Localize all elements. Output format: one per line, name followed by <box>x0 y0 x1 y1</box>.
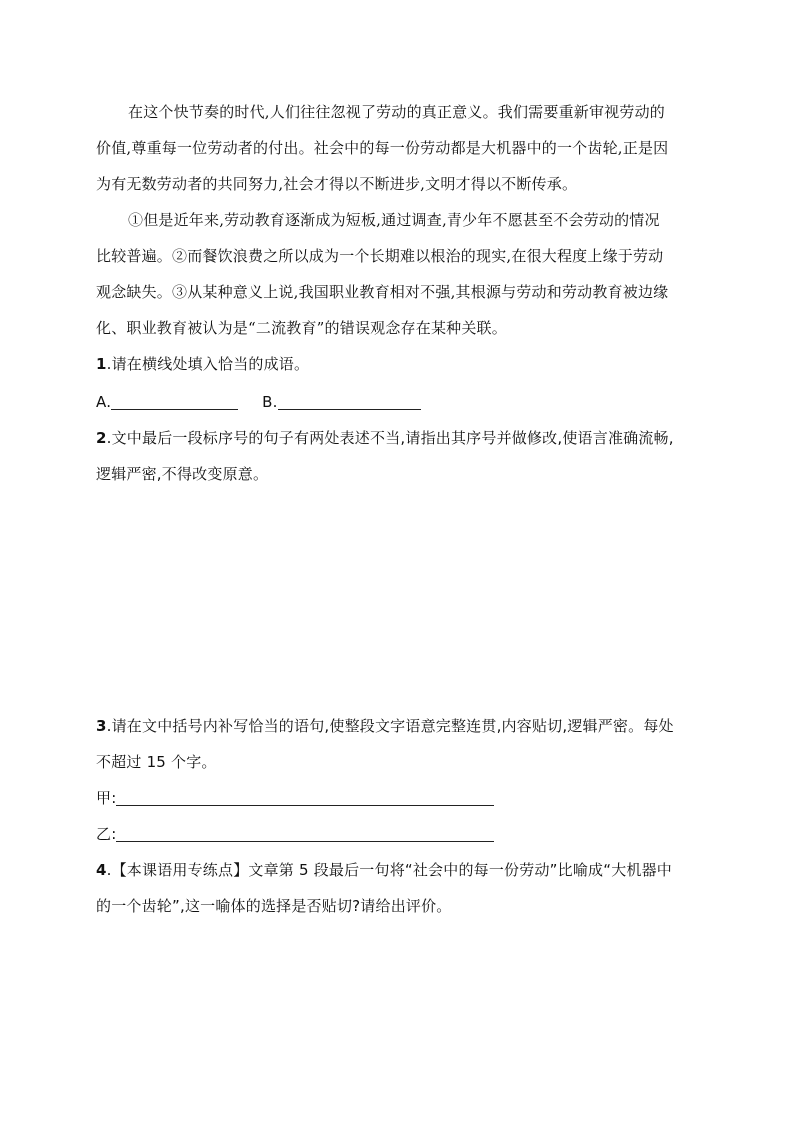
question-1 <box>96 355 309 373</box>
passage-p1-line-1: 在这个快节奏的时代,人们往往忽视了劳动的真正意义。我们需要重新审视劳动的 <box>128 103 665 121</box>
passage-p2-line-3: 观念缺失。③从某种意义上说,我国职业教育相对不强,其根源与劳动和劳动教育被边缘 <box>96 283 669 301</box>
question-2-line-2: 逻辑严密,不得改变原意。 <box>96 465 269 483</box>
question-1-number: 1 <box>96 355 107 373</box>
answer-a-blank[interactable] <box>111 395 238 410</box>
passage-p1-line-2: 价值,尊重每一位劳动者的付出。社会中的每一份劳动都是大机器中的一个齿轮,正是因 <box>96 139 669 157</box>
answer-jia <box>96 789 494 807</box>
question-1-answers <box>96 393 421 411</box>
answer-yi-blank[interactable] <box>116 827 494 842</box>
answer-b-label: B. <box>262 393 278 411</box>
question-2-number: 2 <box>96 429 107 447</box>
answer-yi-label: 乙: <box>96 825 117 843</box>
question-3-number: 3 <box>96 717 107 735</box>
passage-p2-line-2: 比较普遍。②而餐饮浪费之所以成为一个长期难以根治的现实,在很大程度上缘于劳动 <box>96 247 664 265</box>
passage-p2-line-1: ①但是近年来,劳动教育逐渐成为短板,通过调查,青少年不愿甚至不会劳动的情况 <box>128 211 660 229</box>
question-4-text-1: .【本课语用专练点】文章第 5 段最后一句将“社会中的每一份劳动”比喻成“大机器中 <box>106 861 673 879</box>
question-4-number: 4 <box>96 861 107 879</box>
passage-p2-line-4: 化、职业教育被认为是“二流教育”的错误观念存在某种关联。 <box>96 319 507 337</box>
answer-a-label: A. <box>96 393 112 411</box>
passage-p1-line-3: 为有无数劳动者的共同努力,社会才得以不断进步,文明才得以不断传承。 <box>96 175 578 193</box>
answer-jia-label: 甲: <box>96 789 117 807</box>
answer-jia-blank[interactable] <box>116 791 494 806</box>
question-3-line-2: 不超过 15 个字。 <box>96 753 217 771</box>
question-3-text-1: .请在文中括号内补写恰当的语句,使整段文字语意完整连贯,内容贴切,逻辑严密。每处 <box>106 717 674 735</box>
question-2-text-1: .文中最后一段标序号的句子有两处表述不当,请指出其序号并做修改,使语言准确流畅, <box>106 429 674 447</box>
question-4-line-1 <box>96 861 672 879</box>
question-2-line-1 <box>96 429 674 447</box>
question-1-text: .请在横线处填入恰当的成语。 <box>106 355 310 373</box>
question-3-line-1 <box>96 717 674 735</box>
answer-b-blank[interactable] <box>278 395 421 410</box>
answer-yi <box>96 825 494 843</box>
question-4-line-2: 的一个齿轮”,这一喻体的选择是否贴切?请给出评价。 <box>96 897 452 915</box>
